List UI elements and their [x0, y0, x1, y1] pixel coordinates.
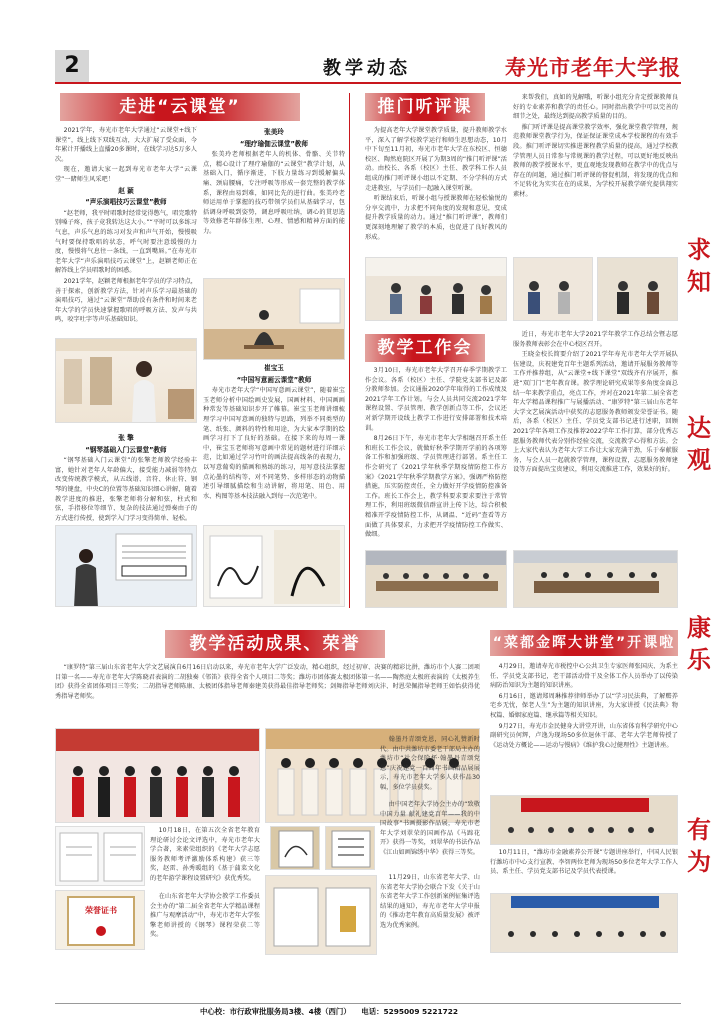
lecture-banner: “菜都金晖大讲堂”开课啦 — [490, 630, 678, 656]
achieve-text-block-5 — [380, 800, 480, 870]
achieve-intro — [55, 663, 480, 725]
slogan-char-6: 乐 — [687, 645, 711, 674]
photo-listen-3 — [597, 257, 678, 321]
listen-column-2 — [513, 93, 678, 255]
lecture-text-2: 6月16日，邀请郑周琳推荐律师举办了以“学习民法典，了解赡养宅乡无忧，保老人生”为主题的知识讲座，为大家讲授《民法典》物权篇、婚姻家庭篇、继承篇等相关知识。 — [490, 692, 678, 719]
photo-art-2 — [325, 826, 375, 870]
teacher-1-text-1: “赵老师，我平时唱歌时经常觉得憋气，唱完歌特别嗓子疼，孩子竟我转达这大小。”“平时可以多练习气息，声乐气息的练习对发声和声气开始，慢慢吸气时要保持歌唱的状态，呼气时要注意缓慢的力度，慢慢将气息往一条线，一直到嘴唇。”在寿光市老年大学“声乐演唱技巧云课堂”上，赵颖老师正在解答线上学员唱歌时的困惑。 — [55, 209, 197, 275]
achieve-text-block-4 — [150, 892, 260, 952]
lecture-column — [490, 662, 678, 792]
lecture-column-b — [490, 848, 678, 890]
teacher-2-title: “钢琴基础入门云课堂”教师 — [85, 445, 167, 454]
photo-zhao-ying — [55, 338, 197, 423]
newspaper-name: 寿光市老年大学报 — [505, 55, 681, 80]
achieve-text-6: 11月29日，山东省老年大学、山东省老年大学协会联合下发《关于山东省老年大学工作创新案例征集评选结果的通知》，寿光市老年大学申报的《推动老年教育高质量发展》被评选为优秀案例。 — [380, 874, 480, 929]
work-text-2: 8月26日下午，寿光市老年大学相继召开系主任和班长工作会议，就做好秋季学期开学前的各项筹备工作和加强班级、学员管理进行部署。系主任工作会研究了《2021学年秋季学期疫情防控工作方案》《2021学年秋季学期教学方案》，强调严格防控措施，压实防控责任，全力做好开学疫情防控准备工作。班长工作会上，教学科要求要求要注于常管理工作，利用班级微信群宣讲上传下达，综合积极精准开学疫情防控工作，从调温、“近码”查看等方面做了具体要求，力求把开学疫情防控工作做实、做细。 — [365, 435, 507, 539]
photo-listen-2 — [513, 257, 593, 321]
photo-certificate-2 — [55, 890, 145, 950]
footer-campus: 中心校：市行政审批服务局3楼、4楼（西门） — [200, 1007, 351, 1016]
cloud-intro-1: 2021学年，寿光市老年大学通过“云课堂+线下课堂”，线上线下双线互动，大大扩展了受众面，今年累计开播线上直播20多课时，在线学习达5万多人次。 — [55, 127, 197, 163]
slogan-char-2: 知 — [687, 267, 711, 296]
teacher-2-text: “钢琴基础入门云课堂”的张擎老师教学经验丰富，她针对老年人年龄偏大，接受能力减弱等特点改变传统教学模式，从五线谱、音符、休止符、钢琴的键盘，中央C的位置等基础知识细心讲解，随着教学进度的推进，张擎老师将分解和弦，柱式和弦，手指移位等细节、复杂的技法通过弹奏由子的方式进行传授，使到学入门学习变得简单、轻松。 — [55, 457, 197, 522]
cloud-banner: 走进“云课堂” — [60, 93, 300, 121]
achieve-text-5: 由中国老年大学协会主办的“致敬中国力量 献礼建党百年——我的中国故事”书画摄影作品展，寿光市老年大学刘翠荣的国画作品《马蹄花开》获得一等奖，刘翠华的书法作品《江山如画锦绣中华》获得三等奖。 — [380, 801, 480, 856]
teacher-2-name: 张 擎 — [118, 434, 134, 442]
listen-right-1: 来帮我们，真如的见解哦，听课小组充分肯定授课教师良好的专业素养和教学的责任心。同时指出教学中可以完善的细节之处，最终达到提高教学质量的目的。 — [513, 94, 678, 121]
teacher-3-text: 张美玲老师根据老年人的机体、骨骼、关节特点，精心设计了理疗瑜伽的“云课堂”教学计划，从基础入门，循序渐进，下肢力量练习到缓解偏头痛、颈肩腰痛，专注呼吸等形成一套完整的教学体系，课程由易到难，如同比先的进行曲。张美玲老师运用单于掌握的技巧带领学员们从基础学习，包括调身呼吸到姿势，调息呼吸吐纳，调心的贯思选等效修老年群体生理、心理、情感和精神方面的能力。 — [203, 151, 345, 235]
work-column-2 — [513, 330, 678, 548]
teacher-4-title: “中国写意画云课堂”教师 — [236, 375, 312, 384]
slogan-char-8: 为 — [687, 847, 711, 876]
listen-banner: 推门听评课 — [365, 93, 485, 121]
listen-right-2: 推门听评课是提高课堂教学效率，强化课堂教学管理，规范教师课堂教学行为，保证保证课堂成本学校课程的有效手段。推门听评课切实推进课程教学质量的提高，通过学校教学管理人员日常参与常规课的教学过程，可以更好地反映出教师的教学授课水平，更直观地发现教师在教学中的优点与存在的问题，通过推门听评课的督促机制，将发现的优点和不足转化为实实在在的成果，为学校开展教学研究提供翔实素材。 — [513, 123, 678, 198]
photo-work-2 — [513, 550, 678, 608]
achieve-text-block-3 — [150, 826, 260, 888]
achieve-banner: 教学活动成果、荣誉 — [165, 630, 385, 658]
work-right-2: 王晓金校长简要介绍了2021学年寿光市老年大学开展队伍建设，庆祝建党百年主题系列活动，邀请开展服务教师等工作并推荐组，从“云课堂+线下课堂”双线齐有序展开，推进“双门门”老年教育课。教学理论研究成果等多角度金面总结一年来教学重点，亮点工作，并对在2021年第二届全省老年大学精品课程推广与展播活动、“康罗特”第三届山东老年大学文艺展演活动中获奖的志愿服务教师颁发荣誉证书。随后，各系（校区）主任、学员党支部书记进行述职，回顾2021学年各项工作及推荐2022学年工作打算，部分优秀志愿服务教师代表分别作经验交流，交流教学心得和方法。会上大家代表认为老年大学工作让大家充满干劲，乐于奉献服务，与会人员一起就教学管理，课程设置，志愿服务教师建设等方面提出宝贵建议，利用交流推进工作，效果好的好。 — [513, 351, 678, 474]
lecture-text-1: 4月29日，邀请寿光市税控中心公共卫生专家医师张国庆、为系主任、学员党支部书记，老干部活动骨干及全体工作人员举办了以传染病防治知识为主题的知识讲座。 — [490, 663, 678, 690]
photo-yoga — [203, 278, 345, 360]
achieve-text-4: 在山东省老年大学协会教学工作委员会主办的“第二届全省老年大学精品课程推广与观摩活动”中，寿光市老年大学张擎老师讲授的《钢琴》课程荣获二等奖。 — [150, 893, 260, 939]
listen-column-1 — [365, 126, 507, 266]
photo-lecture-1 — [490, 795, 678, 845]
footer-phone: 电话：5295009 5221722 — [361, 1007, 459, 1016]
photo-certificate-1 — [55, 826, 145, 886]
work-column-1 — [365, 366, 507, 548]
listen-text-1: 为提高老年大学课堂教学质量，提升教师教学水平，深入了解学校教学运行和师生思想动态，10月中下旬至11月初，寿光市老年大学在东校区、恒德校区、陶然庭院区开展了为期3周的“推门听评课”活动。由校长、各系（校区）主任、教学科工作人员组成的推门听评课小组以不定期、不分学科的方式走进教室，与学员们一起融入课堂听课。 — [365, 127, 507, 192]
lecture-text-3: 9月27日，寿光市金民健身大讲堂开讲，山东省体育科学研究中心副研究员何辉，卢逸为现场50多位退休干部、老年大学老师传授了《运动处方概论——运动与慢病》《维护我心过健理性》主题讲座。 — [490, 722, 678, 749]
listen-text-2: 听课结束后，听课小组与授课教师在轻松愉悦的分享交流中，力求把不同角度的发现和意见，变成提升教学质量的动力。通过“推门听评课”，教师们更深刻地理解了教学的本质，也促进了良好教风的形成。 — [365, 195, 507, 241]
achieve-text-2: 翰墨丹青颂党恩，同心礼赞新时代。由中共潍坊市委老干部局主办的潍坊市“社会保险杯·翰墨丹青颂党恩”庆祝建党一百周年书画精品展展示，寿光市老年大学多人获作品30幅，多位学员获奖。 — [380, 736, 480, 791]
photo-lecture-2 — [490, 893, 678, 953]
achieve-text-block-2b — [380, 735, 480, 797]
cloud-column-2b — [203, 362, 345, 522]
work-banner: 教学工作会 — [365, 334, 485, 362]
teacher-3-name: 张美玲 — [264, 128, 284, 136]
teacher-4-text: 寿光市老年大学“中国写意画云课堂”，随着崔宝玉老师分析中国绘画史发展，国画材料、中国画画种常发等基础知识步开了帷幕。崔宝玉老师讲细梳理学习中国写意画的独特与思路，列举不同类型的笔、纸张、颜料的特性和用途，为大家本学期的绘画学习打下了良好的基础。在接下来的每周一课中，崔宝玉老师将写意画中常见的题材进行详细示范，比如通过学习竹叶的画法提高线条的表现力，以写意葡萄的描画和熟练的练习，用写意技法掌握点沁墨的结构等，对不同笔势、多样形态的动物描述引导细腻描绘和生动讲解，将用笔、用色、用水、构图等基本技法融入到每一次范笔中。 — [203, 387, 345, 500]
footer — [200, 1006, 466, 1017]
footer-divider — [55, 1003, 681, 1004]
work-right-1: 近日，寿光市老年大学2021学年教学工作总结会暨志愿服务教师表彰会在中心校区召开。 — [513, 331, 678, 348]
cloud-column-1b — [55, 432, 197, 522]
slogan-char-1: 求 — [687, 235, 711, 264]
achieve-text-1: “康罗特”第三届山东省老年大学文艺展演自6月16日启动以来，寿光市老年大学广泛发动，精心组织，经过初审、决赛的精彩比拼，潍坊市个人赛二团项目第一名——寿光市老年大学陈晓君表演的二胡独奏《邻笛》获得全省个人项目二等奖；潍坊市团体赛太极团体第一名——陶然庭太极班表演的《太极养生团》获得全省团体项目三等奖；二胡指导老师陈康、太极团体指导老师秦建美获得最佳指导老师奖；剑舞指导老师刘庆沣、时恩荣佩指导老师王如怡获得优秀指导老师奖。 — [55, 664, 480, 700]
teacher-4-name: 崔宝玉 — [264, 364, 284, 372]
cloud-column-2 — [203, 126, 345, 276]
lecture-text-4: 10月11日，“潍坊市金融素养公开课”专题讲座举行，中国人民银行潍坊市中心支行宣教、李智两位老师为现场50多位老年大学工作人员、系主任、学员党支部书记及学员代表授课。 — [490, 849, 678, 876]
achieve-text-block-6 — [380, 873, 480, 955]
slogan-char-5: 康 — [687, 613, 711, 642]
work-text-1: 3月10日，寿光市老年大学召开春季学期教学工作会议。各系（校区）主任、学院党支部书记及部分教师参加。会议通报2020学年取得的工作成绩及2021学年工作计划。与会人员共同交流2021学年课程设置、学员管理、教学创新点等工作，会议还对新学期开设线上教学工作进行安排部署和技术培训。 — [365, 367, 507, 432]
slogan-char-3: 达 — [687, 413, 711, 442]
photo-painting — [203, 525, 345, 607]
teacher-1-name: 赵 颖 — [118, 186, 134, 195]
photo-art-1 — [270, 826, 320, 870]
photo-work-1 — [365, 550, 507, 608]
photo-award-ceremony — [55, 728, 260, 823]
teacher-3-title: “理疗瑜伽云课堂”教师 — [239, 139, 308, 148]
column-divider — [349, 93, 350, 608]
slogan-char-7: 有 — [687, 815, 711, 844]
photo-award-trophy — [265, 875, 377, 955]
cloud-intro-2: 现在，邀请大家一起到寿光市老年大学“云课堂”一睹师生风采吧！ — [55, 166, 197, 183]
teacher-1-title: “声乐演唱技巧云课堂”教师 — [85, 198, 167, 207]
photo-listen-1 — [365, 257, 507, 321]
section-title: 教学动态 — [323, 58, 411, 79]
masthead — [55, 50, 681, 84]
teacher-1-text-2: 2021学年，赵颖老师根据老年学员的学习特点，善于探索，创新教学方法，针对声乐学习最基础的演唱技巧，通过“云课堂”帮助没有条件和时间来老年大学的学员快速掌握歌唱的呼吸方法、发声与共鸣，咬字吐字等声乐基础知识。 — [55, 277, 197, 324]
achieve-text-3: 10月18日，在第五次全省老年教育理论研讨会论文评选中，寿光市老年大学合著，来素荣组织的《老年大学志愿服务教师考评激励体系构建》获三等奖，赵雷、孙秀暖组的《基于蒲菜文化的老年游学课程设置研究》获优秀奖。 — [150, 827, 260, 882]
certificate-label: 荣誉证书 — [85, 905, 117, 915]
slogan-char-4: 观 — [687, 445, 711, 474]
photo-piano — [55, 525, 197, 607]
page-number: 2 — [55, 50, 89, 82]
